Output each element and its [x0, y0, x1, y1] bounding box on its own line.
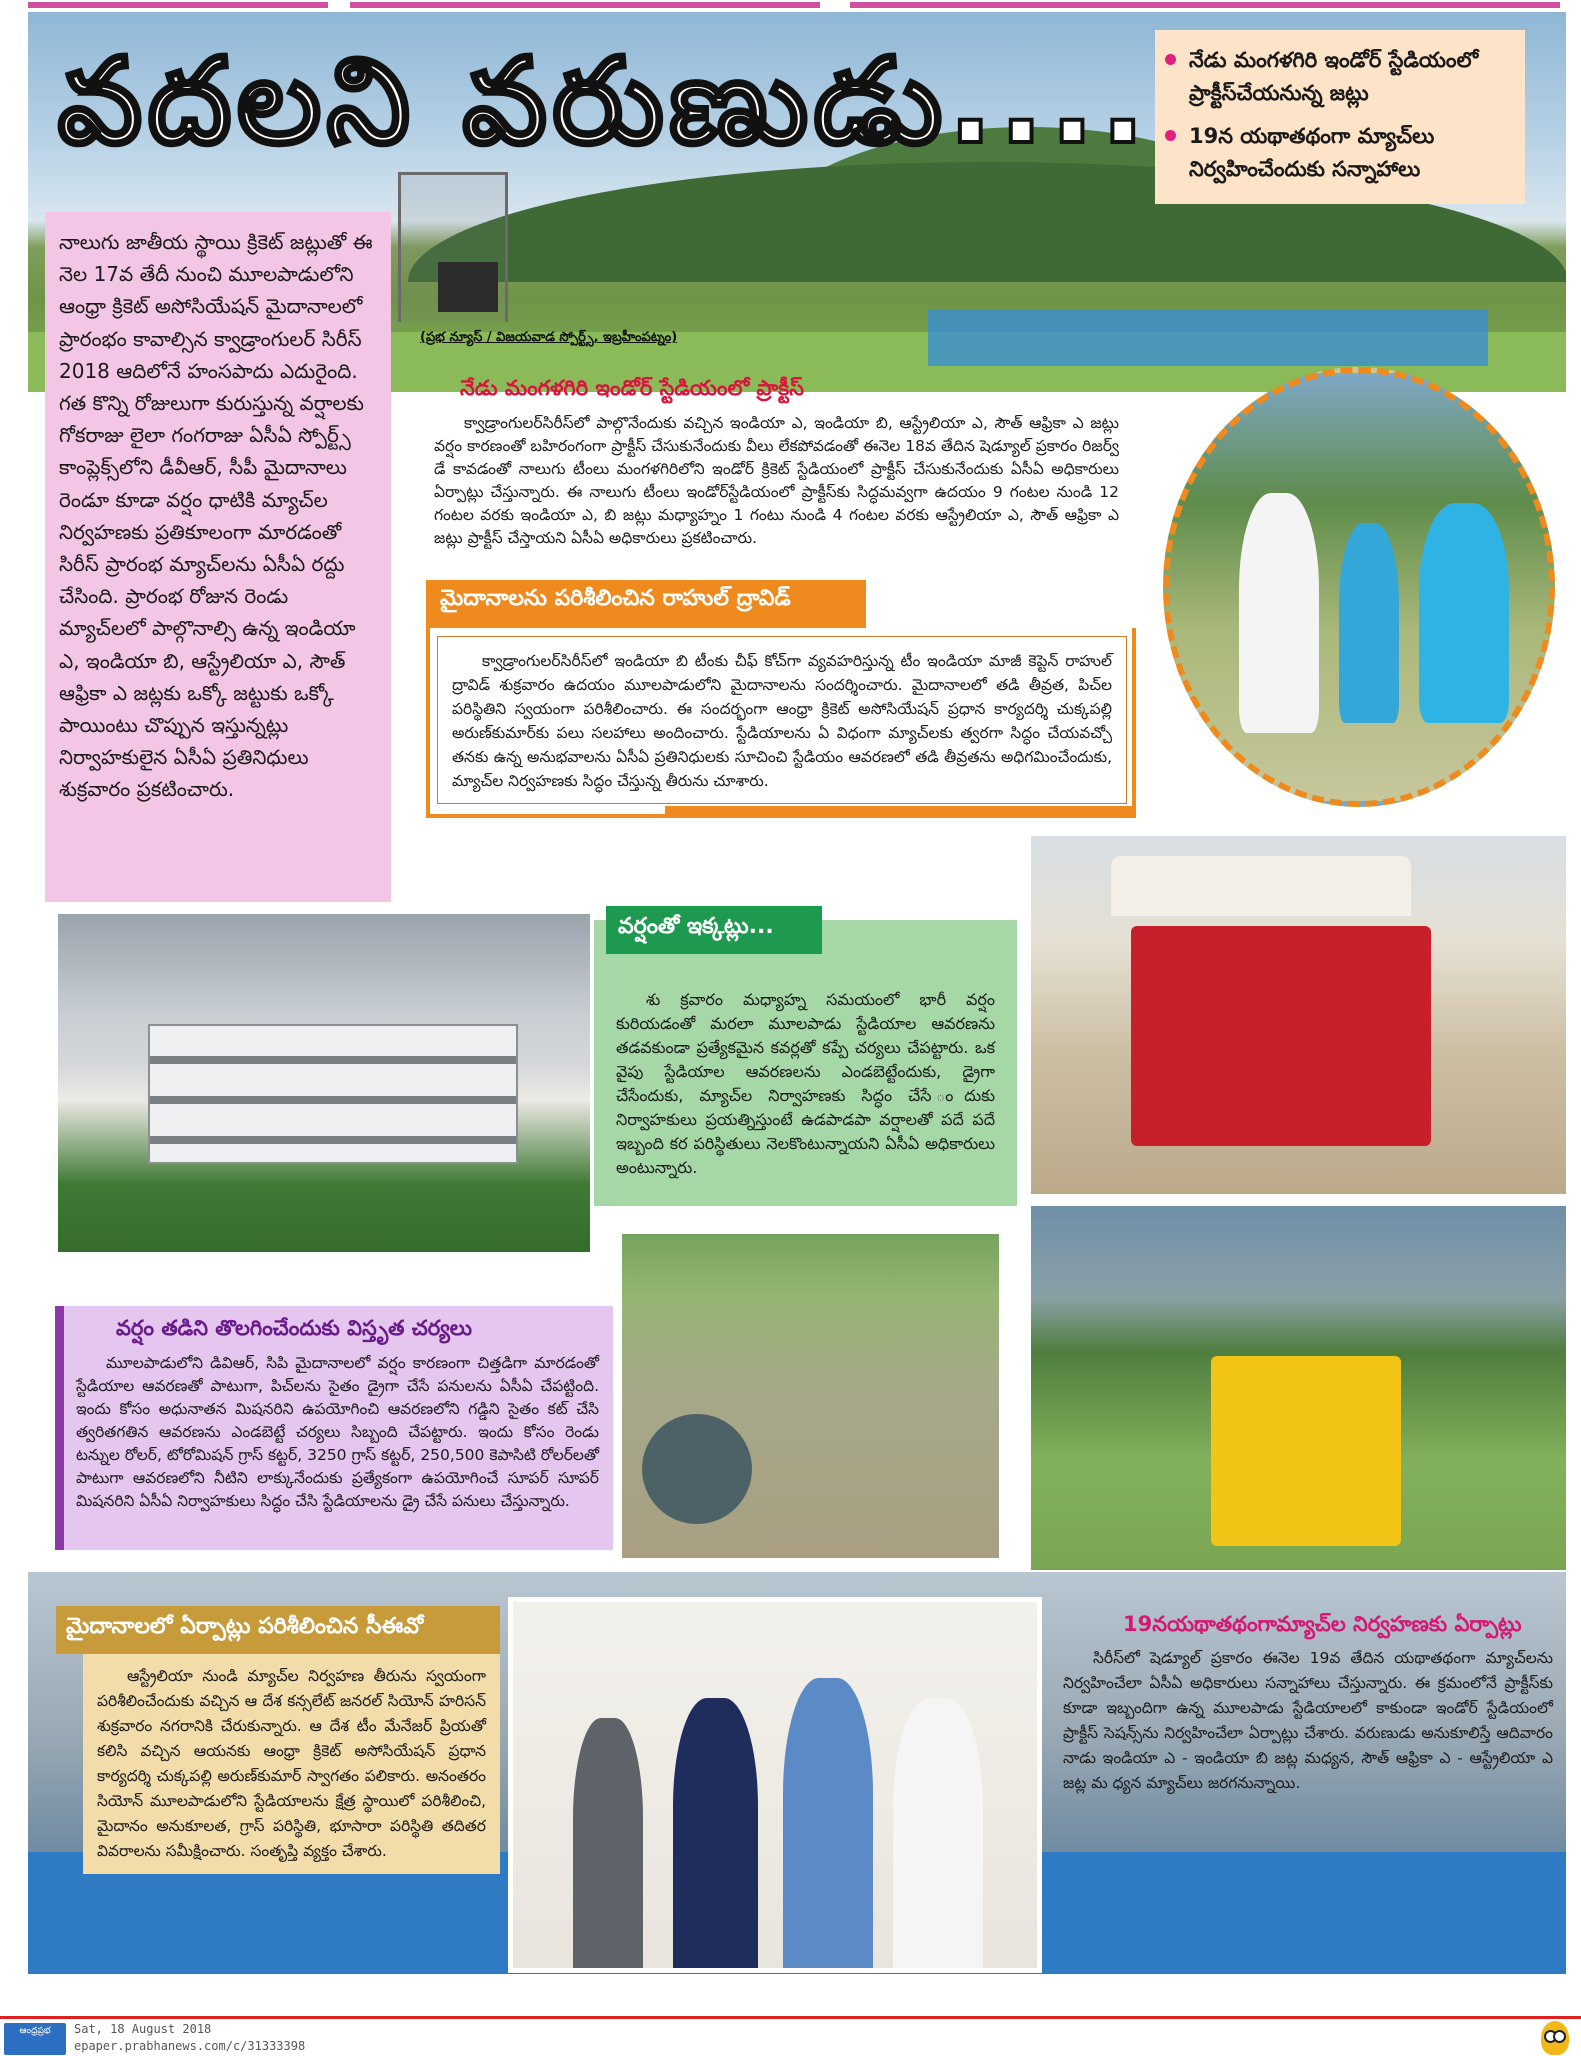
highlight-item: నేడు మంగళగిరి ఇండోర్ స్టేడియంలో ప్రాక్టీస్‌చేయనున్న జట్లు — [1189, 44, 1509, 110]
ceo-box — [83, 1654, 500, 1874]
rain-box — [594, 920, 1017, 1206]
dravid-title: మైదానాలను పరిశీలించిన రాహుల్ ద్రావిడ్ — [440, 586, 791, 611]
dravid-text: క్వాడ్రాంగులర్‌సిరీస్‌లో ఇండియా బి టీంకు చీఫ్ కోచ్‌గా వ్యవహరిస్తున్న టీం ఇండియా మాజీ కెప్టెన్ రాహుల్ ద్రావిడ్ శుక్రవారం ఉదయం మూలపాడులోని మైదానాలను సందర్శించారు. మైదానాలలో తడి తీవ్రత, పిచ్‌ల పరిస్థితిని స్వయంగా పరిశీలించారు. ఈ సందర్భంగా ఆంధ్రా క్రికెట్ అసోసియేషన్ ప్రధాన కార్యదర్శి చుక్కపల్లి అరుణ్‌కుమార్‌కు పలు సలహాలు అందించారు. స్టేడియాలను ఏ విధంగా మ్యాచ్‌లకు త్వరగా సిద్ధం చేయవచ్చో తనకు ఉన్న అనుభవాలను ఏసీఏ ప్రతినిధులకు సూచించి స్టేడియం ఆవరణలో తడి తీవ్రతను అధిగమించేందుకు, మ్యాచ్‌ల నిర్వహణకు సిద్ధం చేస్తున్న తీరును చూశారు. — [452, 652, 1112, 790]
highlights-box — [1155, 30, 1525, 204]
page-headline: వదలని వరుణుడు.... — [58, 32, 1152, 170]
newspaper-page — [28, 12, 1566, 1974]
pavilion-building-photo — [58, 914, 590, 1252]
andhraprabha-logo: ఆంధ్రప్రభ — [4, 2023, 66, 2055]
bullet-icon — [1165, 130, 1176, 141]
red-roller-photo — [1031, 836, 1566, 1194]
dravid-title-tab — [426, 580, 866, 628]
dateline-credit: (ప్రభ న్యూస్ / విజయవాడ స్పోర్ట్స్, ఇబ్రహీంపట్నం) — [420, 330, 678, 345]
intro-text: నాలుగు జాతీయ స్థాయి క్రికెట్ జట్లుతో ఈ నెల 17వ తేదీ నుంచి మూలపాడులోని ఆంధ్రా క్రికెట్ అసోసియేషన్ మైదానాలలో ప్రారంభం కావాల్సిన క్వాడ్రాంగులర్ సిరీస్ 2018 ఆదిలోనే హంసపాదు ఎదురైంది. గత కొన్ని రోజులుగా కురుస్తున్న వర్షాలకు గోకరాజు లైలా గంగరాజు ఏసీఏ స్పోర్ట్స్ కాంప్లెక్స్‌లోని డీవీఆర్, సీపీ మైదానాలు రెండూ కూడా వర్షం ధాటికి మ్యాచ్‌ల నిర్వహణకు ప్రతికూలంగా మారడంతో సిరీస్ ప్రారంభ మ్యాచ్‌లను ఏసీఏ రద్దు చేసింది. ప్రారంభ రోజున రెండు మ్యాచ్‌లలో పాల్గొనాల్సి ఉన్న ఇండియా ఎ, ఇండియా బి, ఆస్ట్రేలియా ఎ, సౌత్ ఆఫ్రికా ఎ జట్లకు ఒక్కో జట్టుకు ఒక్కో పాయింటు చొప్పున ఇస్తున్నట్లు నిర్వాహకులైన ఏసీఏ ప్రతినిధులు శుక్రవారం ప్రకటించారు. — [59, 230, 373, 802]
drying-text: మూలపాడులోని డివిఆర్, సిపి మైదానాలలో వర్షం కారణంగా చిత్తడిగా మారడంతో స్టేడియాల ఆవరణతో పాటుగా, పిచ్‌లను సైతం డ్రైగా చేసే పనులను ఏసీఏ చేపట్టింది. ఇందు కోసం అధునాతన మిషనరిని ఉపయోగించి ఆవరణలోని గడ్డిని సైతం కట్ చేసి త్వరితగతిన ఆవరణను ఎండబెట్టే చర్యలు సిబ్బంది చేపట్టారు. ఇందు కోసం రెండు టన్నుల రోలర్, టోరోమిషన్ గ్రాస్ కట్టర్, 3250 గ్రాస్ కట్టర్, 250,500 కెపాసిటి రోలర్‌లతో పాటుగా ఆవరణలోని నీటిని లాక్కునేందుకు ప్రత్యేకంగా ఉపయోగించే సూపర్ సూపర్ మిషనరిని ఏసీఏ నిర్వాహకులు సిద్ధం చేసి స్టేడియాలను డ్రై చేసే పనులు చేస్తున్నారు. — [76, 1354, 599, 1510]
drying-box — [55, 1306, 613, 1550]
rain-title-tab — [606, 906, 822, 954]
epaper-link[interactable]: epaper.prabhanews.com/c/31333398 — [74, 2039, 306, 2053]
rain-title: వర్షంతో ఇక్కట్లు... — [618, 914, 774, 939]
top-stripe — [0, 0, 1581, 12]
dravid-box — [437, 636, 1127, 804]
rain-text: శు క్రవారం మధ్యాహ్న సమయంలో భారీ వర్షం కురియడంతో మరలా మూలపాడు స్టేడియాల ఆవరణను తడవకుండా ప్రత్యేకమైన కవర్లతో కప్పే చర్యలు చేపట్టారు. ఒక వైపు స్టేడియాల ఆవరణలను ఎండబెట్టేందుకు, డ్రైగా చేసేందుకు, మ్యాచ్‌ల నిర్వాహణకు సిద్ధం చేసే ందుకు నిర్వాహకులు ప్రయత్నిస్తుంటే ఉడపాడపా వర్షాలతో పదే పదే ఇబ్బంది కర పరిస్థితులు నెలకొంటున్నాయని ఏసీఏ అధికారులు అంటున్నారు. — [616, 990, 995, 1177]
epaper-footer — [0, 2016, 1581, 2056]
hand-roller-photo — [622, 1234, 999, 1558]
indoor-practice-text: క్వాడ్రాంగులర్‌సిరీస్‌లో పాల్గొనేందుకు వచ్చిన ఇండియా ఎ, ఇండియా బి, ఆస్ట్రేలియా ఎ, సౌత్ ఆఫ్రికా ఎ జట్లు వర్షం కారణంతో బహిరంగంగా ప్రాక్టీస్ చేసుకునేందుకు వీలు లేకపోవడంతో ఈనెల 18వ తేదిన షెడ్యూల్ ప్రకారం రిజర్వ్ డే కావడంతో నాలుగు టీంలు మంగళగిరిలోని ఇండోర్ క్రికెట్ స్టేడియంలో ప్రాక్టీస్ చేసుకునేందుకు ఏసీఏ అధికారులు ఏర్పాట్లు చేస్తున్నారు. ఈ నాలుగు టీంలు ఇండోర్‌స్టేడియంలో ప్రాక్టీస్‌కు సిద్ధమవ్వగా ఉదయం 9 గంటల నుండి 12 గంటల వరకు ఇండియా ఎ, బి జట్లు మధ్యాహ్నం 1 గంటు నుండి 4 గంటల వరకు ఆస్ట్రేలియా ఎ, సౌత్ ఆఫ్రికా ఎ జట్లు ప్రాక్టీస్ చేస్తాయని ఏసీఏ అధికారులు ప్రకటించారు. — [434, 414, 1119, 547]
footer-meta — [74, 2021, 305, 2055]
dravid-circle-photo — [1163, 367, 1555, 807]
dravid-box-underline — [665, 806, 1136, 818]
ceo-title: మైదానాలలో ఏర్పాట్లు పరిశీలించిన సీఈవో — [66, 1614, 424, 1639]
bullet-icon — [1165, 54, 1176, 65]
intro-box — [45, 212, 391, 902]
scoreboard — [438, 262, 498, 312]
arrangements-title: 19నయథాతథంగామ్యాచ్‌ల నిర్వహణకు ఏర్పాట్లు — [1123, 1612, 1522, 1636]
arrangements-text: సిరీస్‌లో షెడ్యూల్ ప్రకారం ఈనెల 19వ తేదిన యథాతథంగా మ్యాచ్‌లను నిర్వహించేలా ఏసీఏ అధికారులు సన్నాహాలు చేస్తున్నారు. ఈ క్రమంలోనే ప్రాక్టీస్‌కు కూడా ఇబ్బందిగా ఉన్న మూలపాడు స్టేడియాలలో కాకుండా ఇండోర్ స్టేడియంలో ప్రాక్టీస్ సెషన్స్‌ను నిర్వహించేలా ఏర్పాట్లు చేశారు. వరుణుడు అనుకూలిస్తే ఆదివారం నాడు ఇండియా ఎ - ఇండియా బి జట్ల మధ్యన, సౌత్ ఆఫ్రికా ఎ - ఆస్ట్రేలియా ఎ జట్ల మ ధ్యన మ్యాచ్‌లు జరగనున్నాయి. — [1063, 1649, 1553, 1792]
boundary-fence — [928, 310, 1488, 366]
highlight-item: 19న యథాతథంగా మ్యాచ్‌లు నిర్వహించేందుకు సన్నాహాలు — [1189, 120, 1509, 186]
officials-group-photo — [508, 1597, 1042, 1973]
drying-title: వర్షం తడిని తొలగించేందుకు విస్తృత చర్యలు — [116, 1316, 472, 1340]
edition-date: Sat, 18 August 2018 — [74, 2022, 212, 2036]
indoor-practice-title: నేడు మంగళగిరి ఇండోర్ స్టేడియంలో ప్రాక్టీస్ — [460, 376, 804, 400]
ceo-title-tab — [56, 1606, 500, 1654]
ceo-text: ఆస్ట్రేలియా నుండి మ్యాచ్‌ల నిర్వహణ తీరును స్వయంగా పరిశీలించేందుకు వచ్చిన ఆ దేశ కన్సలేట్ జనరల్ సియోన్ హరిసన్ శుక్రవారం నగరానికి చేరుకున్నారు. ఆ దేశ టీం మేనేజర్ ప్రియతో కలిసి వచ్చిన ఆయనకు ఆంధ్రా క్రికెట్ అసోసియేషన్ ప్రధాన కార్యదర్శి చుక్కపల్లి అరుణ్‌కుమార్ స్వాగతం పలికారు. అనంతరం సియోన్ మూలపాడులోని స్టేడియాలను క్షేత్ర స్థాయిలో పరిశీలించి, మైదానం అనుకూలత, గ్రాస్ పరిస్థితి, భూసారా పరిస్థితి తదితర వివరాలను సమీక్షించారు. సంతృప్తి వ్యక్తం చేశారు. — [97, 1667, 486, 1860]
owl-mascot-icon — [1541, 2021, 1569, 2055]
yellow-roller-photo — [1031, 1206, 1566, 1570]
